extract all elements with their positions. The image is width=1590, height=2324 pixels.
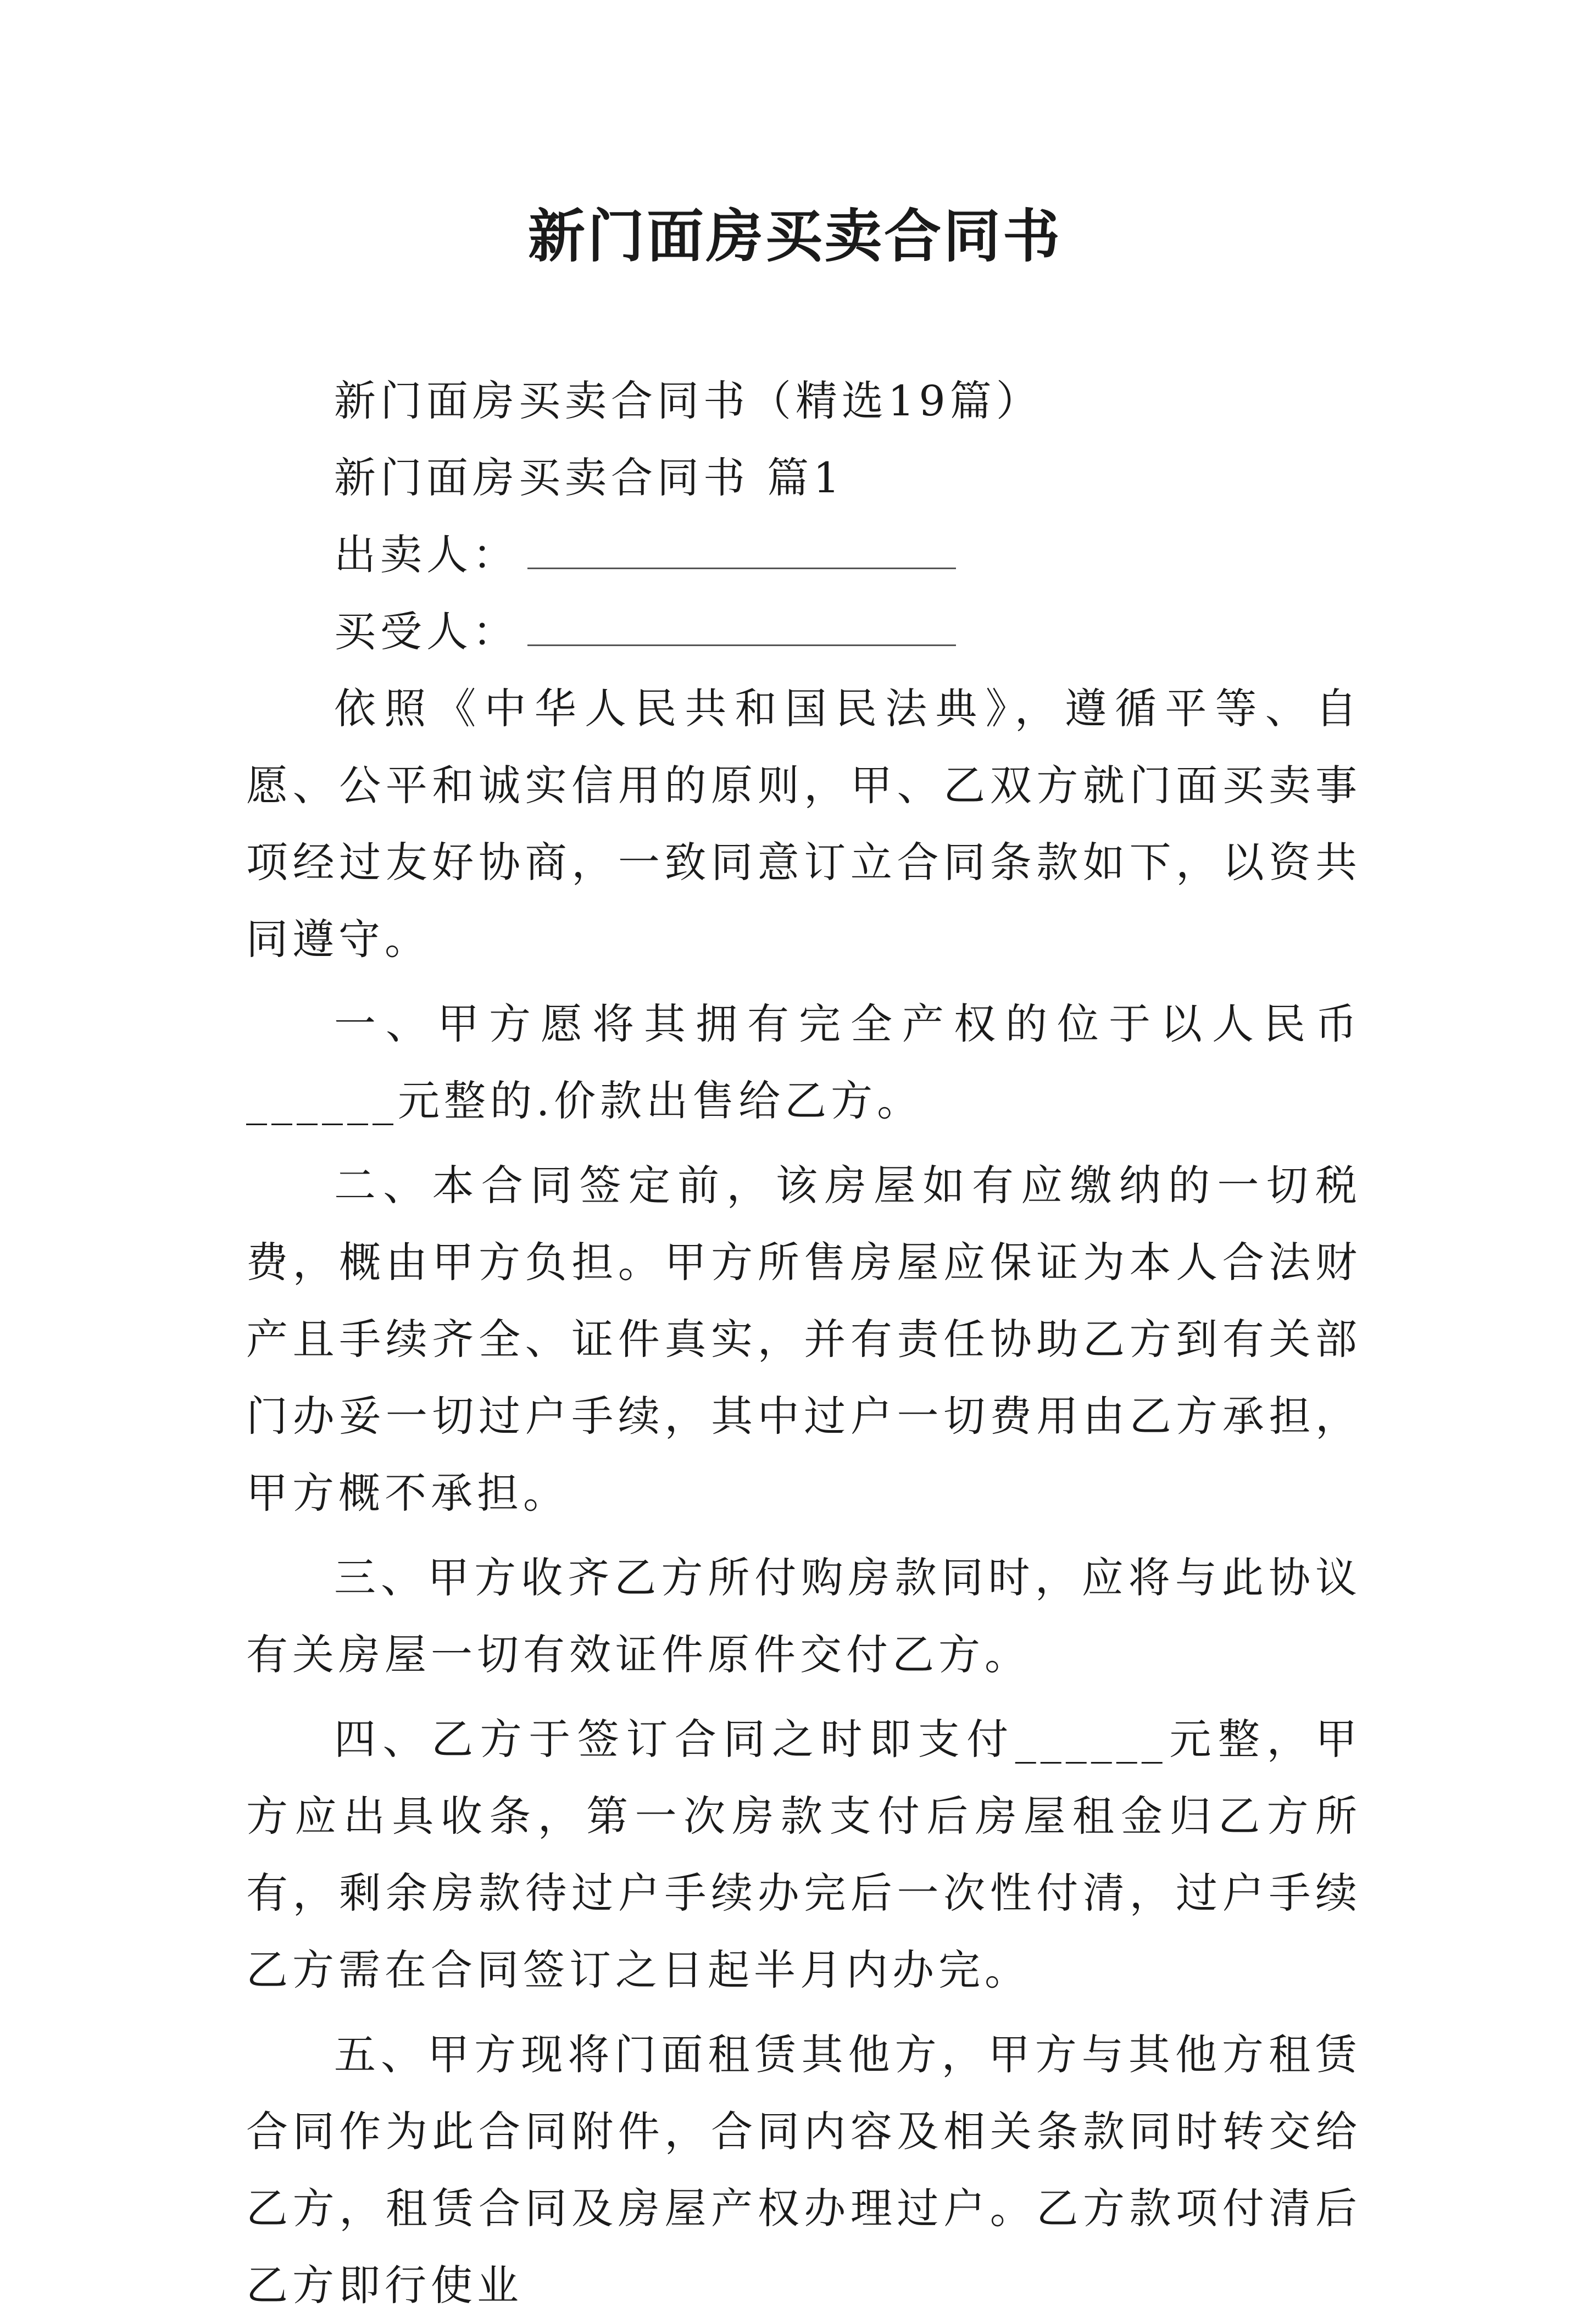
section-heading: 新门面房买卖合同书 篇1 bbox=[334, 453, 844, 502]
seller-blank-line bbox=[527, 535, 956, 569]
paragraph-clause-4: 四、乙方于签订合同之时即支付______元整，甲方应出具收条，第一次房款支付后房屋租金归乙方所有，剩余房款待过户手续办完后一次性付清，过户手续乙方需在合同签订之日起半月内办完。 bbox=[246, 1715, 1361, 1994]
document-body bbox=[246, 363, 1361, 2324]
paragraph-clause-5: 五、甲方现将门面租赁其他方，甲方与其他方租赁合同作为此合同附件，合同内容及相关条款同时转交给乙方，租赁合同及房屋产权办理过户。乙方款项付清后乙方即行使业 bbox=[246, 2030, 1361, 2310]
paragraph-clause-3: 三、甲方收齐乙方所付购房款同时，应将与此协议有关房屋一切有效证件原件交付乙方。 bbox=[246, 1553, 1361, 1679]
buyer-field bbox=[246, 593, 1361, 670]
paragraph-clause-2: 二、本合同签定前，该房屋如有应缴纳的一切税费，概由甲方负担。甲方所售房屋应保证为本人合法财产且手续齐全、证件真实，并有责任协助乙方到有关部门办妥一切过户手续，其中过户一切费用由乙方承担，甲方概不承担。 bbox=[246, 1161, 1361, 1517]
document-subtitle: 新门面房买卖合同书（精选19篇） bbox=[334, 376, 1042, 425]
seller-label: 出卖人： bbox=[334, 530, 519, 579]
paragraph-clause-1: 一、甲方愿将其拥有完全产权的位于以人民币______元整的.价款出售给乙方。 bbox=[246, 999, 1361, 1125]
seller-field bbox=[246, 516, 1361, 593]
document-title: 新门面房买卖合同书 bbox=[527, 202, 1062, 270]
buyer-label: 买受人： bbox=[334, 607, 519, 656]
paragraph-preamble: 依照《中华人民共和国民法典》，遵循平等、自愿、公平和诚实信用的原则，甲、乙双方就门面买卖事项经过友好协商，一致同意订立合同条款如下，以资共同遵守。 bbox=[246, 684, 1361, 964]
buyer-blank-line bbox=[527, 611, 956, 646]
